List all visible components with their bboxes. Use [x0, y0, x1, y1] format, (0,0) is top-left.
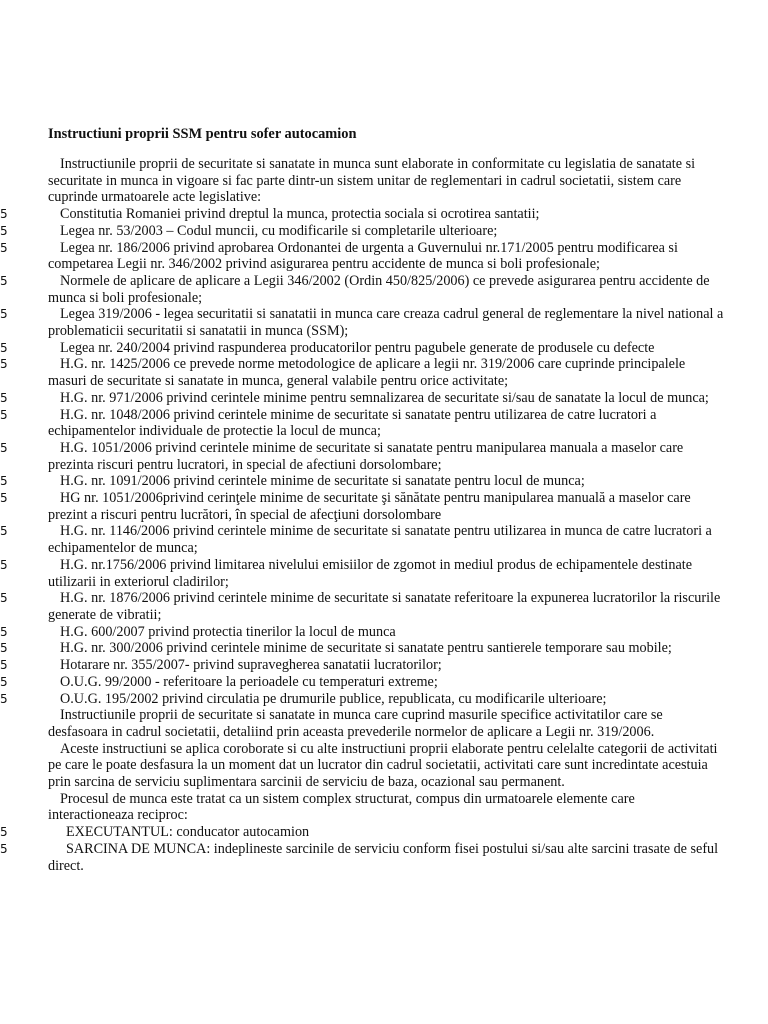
list-bullet-glyph: 5 — [0, 641, 8, 656]
legislation-list-item-text: H.G. nr. 1048/2006 privind cerintele minime de securitate si sanatate pentru utilizarea de catre lucratori a echipamentelor individuale de protectie la locul de munca; — [48, 406, 657, 440]
legislation-list — [0, 206, 768, 707]
legislation-list-item-text: H.G. nr.1756/2006 privind limitarea nivelului emisiilor de zgomot in mediul produs de echipamentele destinate utilizarii in exteriorul cladirilor; — [48, 556, 692, 590]
legislation-list-item-text: H.G. 600/2007 privind protectia tinerilor la locul de munca — [60, 623, 396, 640]
legislation-list-item — [0, 439, 724, 473]
legislation-list-item — [0, 523, 724, 557]
legislation-list-item-text: H.G. nr. 1425/2006 ce prevede norme metodologice de aplicare a legii nr. 319/2006 care cuprinde principalele masuri de securitate si sanatate in munca, general valabile pentru orice activitate; — [48, 356, 686, 390]
legislation-list-item-text: H.G. nr. 300/2006 privind cerintele minime de securitate si sanatate pentru santierele temporare sau mobile; — [60, 640, 672, 657]
legislation-list-item — [0, 657, 724, 674]
legislation-list-item — [0, 389, 724, 407]
legislation-list-item-text: H.G. nr. 1091/2006 privind cerintele minime de securitate si sanatate pentru locul de munca; — [60, 473, 585, 490]
list-bullet-glyph: 5 — [0, 841, 8, 856]
paragraph-work-process: Procesul de munca este tratat ca un sistem complex structurat, compus din urmatoarele elemente care interactioneaza reciproc: — [48, 790, 635, 824]
legislation-list-item — [0, 406, 724, 440]
list-bullet-glyph: 5 — [0, 674, 8, 689]
legislation-list-item — [0, 306, 724, 340]
legislation-list-item — [0, 640, 724, 657]
legislation-list-item — [0, 206, 724, 223]
legislation-list-item-text: Constitutia Romaniei privind dreptul la munca, protectia sociala si ocrotirea santatii; — [60, 206, 540, 223]
list-bullet-glyph: 5 — [0, 658, 8, 673]
legislation-list-item-text: H.G. 1051/2006 privind cerintele minime de securitate si sanatate pentru manipularea manuala a maselor care prezinta riscuri pentru lucratori, in special de afectiuni dorsolombare; — [48, 439, 684, 473]
legislation-list-item-text: Legea nr. 186/2006 privind aprobarea Ordonantei de urgenta a Guvernului nr.171/2005 pentru modificarea si competarea Legii nr. 346/2002 privind asigurarea pentru accidente de munca si boli profesionale; — [48, 239, 678, 273]
intro-paragraph: Instructiunile proprii de securitate si sanatate in munca sunt elaborate in conformitate cu legislatia de sanatate si securitate in munca in vigoare si fac parte dintr-un sistem unitar de reglementari in cadrul societatii, sistem care cuprinde urmatoarele acte legislative: — [48, 156, 696, 206]
work-process-element-item-text: SARCINA DE MUNCA: indeplineste sarcinile de serviciu conform fisei postului si/sau alte sarcini trasate de seful direct. — [48, 840, 719, 874]
legislation-list-item-text: H.G. nr. 1146/2006 privind cerintele minime de securitate si sanatate pentru utilizarea in munca de catre lucratori a echipamentelor de munca; — [48, 523, 712, 557]
legislation-list-item-text: Hotarare nr. 355/2007- privind supravegherea sanatatii lucratorilor; — [60, 657, 442, 674]
legislation-list-item — [0, 339, 724, 357]
work-process-element-item — [0, 824, 724, 841]
document-page — [0, 126, 768, 874]
list-bullet-glyph: 5 — [0, 591, 8, 606]
list-bullet-glyph: 5 — [0, 407, 8, 422]
paragraph-instructions-application: Aceste instructiuni se aplica coroborate si cu alte instructiuni proprii elaborate pentru celelalte categorii de activitati pe care le poate desfasura la un moment dat un lucrator din cadrul societatii, activitati care sunt incredintate acestuia prin sarcina de serviciu suplimentara sarcinii de serviciu de baza, ocazional sau permanent. — [48, 740, 718, 791]
list-bullet-glyph: 5 — [0, 207, 8, 222]
legislation-list-item — [0, 356, 724, 390]
list-bullet-glyph: 5 — [0, 557, 8, 572]
legislation-list-item-text: H.G. nr. 971/2006 privind cerintele minime pentru semnalizarea de securitate si/sau de sanatate la locul de munca; — [60, 389, 709, 406]
legislation-list-item-text: H.G. nr. 1876/2006 privind cerintele minime de securitate si sanatate referitoare la expunerea lucratorilor la riscurile generate de vibratii; — [48, 590, 721, 623]
work-process-element-item-text: EXECUTANTUL: conducator autocamion — [66, 824, 310, 841]
legislation-list-item-text: O.U.G. 99/2000 - referitoare la perioadele cu temperaturi extreme; — [60, 673, 438, 690]
list-bullet-glyph: 5 — [0, 825, 8, 840]
legislation-list-item-text: Normele de aplicare de aplicare a Legii 346/2002 (Ordin 450/825/2006) ce prevede asigurarea pentru accidente de munca si boli profesionale; — [48, 272, 710, 306]
document-title: Instructiuni proprii SSM pentru sofer autocamion — [48, 126, 357, 142]
list-bullet-glyph: 5 — [0, 340, 8, 355]
list-bullet-glyph: 5 — [0, 307, 8, 322]
legislation-list-item-text: Legea 319/2006 - legea securitatii si sanatatii in munca care creaza cadrul general de reglementare la nivel national a problematicii securitatii si sanatatii in munca (SSM); — [48, 306, 724, 340]
legislation-list-item — [0, 690, 724, 708]
work-process-elements-list — [0, 824, 768, 874]
list-bullet-glyph: 5 — [0, 273, 8, 288]
legislation-list-item — [0, 473, 724, 490]
list-bullet-glyph: 5 — [0, 223, 8, 238]
legislation-list-item — [0, 272, 724, 306]
legislation-list-item — [0, 239, 724, 273]
list-bullet-glyph: 5 — [0, 390, 8, 405]
list-bullet-glyph: 5 — [0, 357, 8, 372]
legislation-list-item — [0, 490, 724, 523]
legislation-list-item — [0, 556, 724, 590]
legislation-list-item-text: O.U.G. 195/2002 privind circulatia pe drumurile publice, republicata, cu modificarile ulterioare; — [60, 690, 607, 707]
list-bullet-glyph: 5 — [0, 474, 8, 489]
list-bullet-glyph: 5 — [0, 691, 8, 706]
list-bullet-glyph: 5 — [0, 624, 8, 639]
list-bullet-glyph: 5 — [0, 440, 8, 455]
work-process-element-item — [0, 840, 724, 874]
legislation-list-item — [0, 623, 724, 641]
legislation-list-item-text: HG nr. 1051/2006privind cerinţele minime de securitate şi sănătate pentru manipularea manuală a maselor care prezint a riscuri pentru lucrători, în special de afecţiuni dorsolombare — [48, 490, 691, 523]
legislation-list-item — [0, 673, 724, 691]
legislation-list-item — [0, 590, 724, 623]
paragraph-instructions-scope: Instructiunile proprii de securitate si sanatate in munca care cuprind masurile specifice activitatilor care se desfasoara in cadrul societatii, detaliind prin aceasta prevederile normelor de aplicare a Legii nr. 319/2006. — [48, 707, 663, 740]
list-bullet-glyph: 5 — [0, 524, 8, 539]
list-bullet-glyph: 5 — [0, 491, 8, 506]
legislation-list-item-text: Legea nr. 240/2004 privind raspunderea producatorilor pentru pagubele generate de produsele cu defecte — [60, 339, 655, 356]
legislation-list-item-text: Legea nr. 53/2003 – Codul muncii, cu modificarile si completarile ulterioare; — [60, 222, 498, 239]
legislation-list-item — [0, 222, 724, 240]
list-bullet-glyph: 5 — [0, 240, 8, 255]
